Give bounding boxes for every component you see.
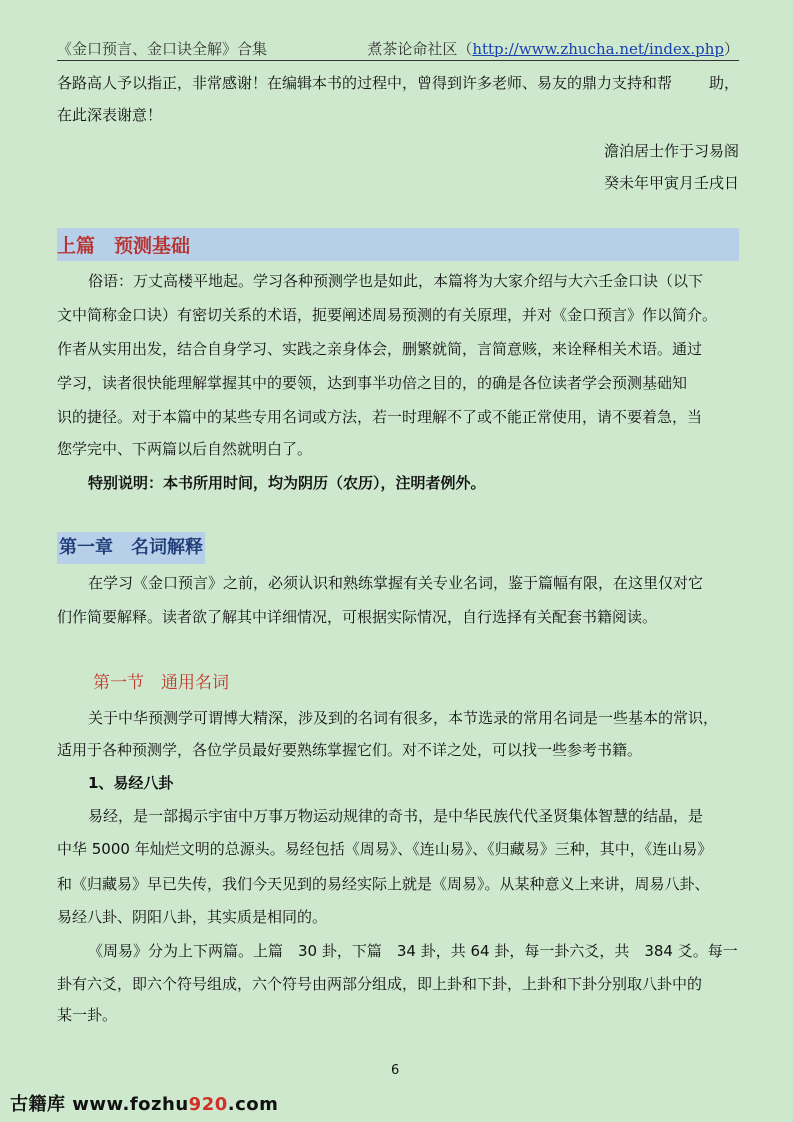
item-body-line: 和《归藏易》早已失传，我们今天见到的易经实际上就是《周易》。从某种意义上来讲，周易八卦、 — [57, 875, 710, 893]
header-site — [367, 38, 739, 59]
page-header — [57, 38, 739, 61]
chapter-body-line: 在学习《金口预言》之前，必须认识和熟练掌握有关专业名词，鉴于篇幅有限，在这里仅对它 — [88, 574, 704, 592]
chapter-heading — [57, 532, 205, 564]
section-body-line: 作者从实用出发，结合自身学习、实践之亲身体会，删繁就简，言简意赅，来诠释相关术语。通过 — [57, 340, 703, 358]
header-site-link[interactable]: http://www.zhucha.net/index.php — [472, 40, 724, 58]
footer-watermark — [10, 1090, 278, 1116]
page-number: 6 — [391, 1063, 400, 1078]
item-body-line: 某一卦。 — [57, 1006, 118, 1024]
intro-line-2: 在此深表谢意！ — [57, 106, 163, 124]
item-body-line: 易经，是一部揭示宇宙中万事万物运动规律的奇书，是中华民族代代圣贤集体智慧的结晶，是 — [88, 807, 704, 825]
chapter-title: 第一章 名词解释 — [59, 537, 203, 558]
item-body-line: 《周易》分为上下两篇。上篇 30 卦，下篇 34 卦，共 64 卦，每一卦六爻，共 384 爻。每一 — [88, 942, 738, 960]
section-body-line: 您学完中、下两篇以后自然就明白了。 — [57, 440, 313, 458]
header-title: 《金口预言、金口诀全解》合集 — [57, 40, 268, 58]
footer-brand: 古籍库 — [10, 1094, 66, 1115]
footer-url: www.fozhu920.com — [72, 1094, 279, 1115]
item-body-line: 卦有六爻，即六个符号组成，六个符号由两部分组成，即上卦和下卦，上卦和下卦分别取八卦中的 — [57, 975, 703, 993]
section-body-line: 俗语：万丈高楼平地起。学习各种预测学也是如此，本篇将为大家介绍与大六壬金口诀（以下 — [88, 272, 704, 290]
section-title: 上篇 预测基础 — [57, 235, 191, 257]
item-body-line: 中华 5000 年灿烂文明的总源头。易经包括《周易》、《连山易》、《归藏易》三种，其中，《连山易》 — [57, 840, 713, 858]
section-body-line: 识的捷径。对于本篇中的某些专用名词或方法，若一时理解不了或不能正常使用，请不要着急，当 — [57, 408, 703, 426]
section-heading — [57, 228, 739, 261]
header-site-suffix: ） — [723, 40, 739, 58]
subsection-title: 第一节 通用名词 — [93, 673, 229, 693]
chapter-body-line: 们作简要解释。读者欲了解其中详细情况，可根据实际情况，自行选择有关配套书籍阅读。 — [57, 608, 658, 626]
intro-signature-1: 澹泊居士作于习易阁 — [603, 142, 739, 160]
intro-signature-2: 癸未年甲寅月壬戌日 — [603, 174, 739, 192]
intro-line-1-end: 助， — [708, 74, 739, 92]
header-site-prefix: 煮茶论命社区（ — [367, 40, 473, 58]
subsection-body-line: 适用于各种预测学，各位学员最好要熟练掌握它们。对不详之处，可以找一些参考书籍。 — [57, 741, 643, 759]
subsection-body-line: 关于中华预测学可谓博大精深，涉及到的名词有很多，本节选录的常用名词是一些基本的常识， — [88, 709, 719, 727]
item-body-line: 易经八卦、阴阳八卦，其实质是相同的。 — [57, 908, 328, 926]
special-note: 特别说明：本书所用时间，均为阴历（农历），注明者例外。 — [88, 474, 486, 492]
item-heading: 1、易经八卦 — [88, 774, 174, 792]
section-body-line: 文中简称金口诀）有密切关系的术语，扼要阐述周易预测的有关原理，并对《金口预言》作以简介。 — [57, 306, 718, 324]
section-body-line: 学习，读者很快能理解掌握其中的要领，达到事半功倍之目的，的确是各位读者学会预测基础知 — [57, 374, 688, 392]
intro-line-1: 各路高人予以指正，非常感谢！在编辑本书的过程中，曾得到许多老师、易友的鼎力支持和帮 助， — [57, 68, 739, 98]
